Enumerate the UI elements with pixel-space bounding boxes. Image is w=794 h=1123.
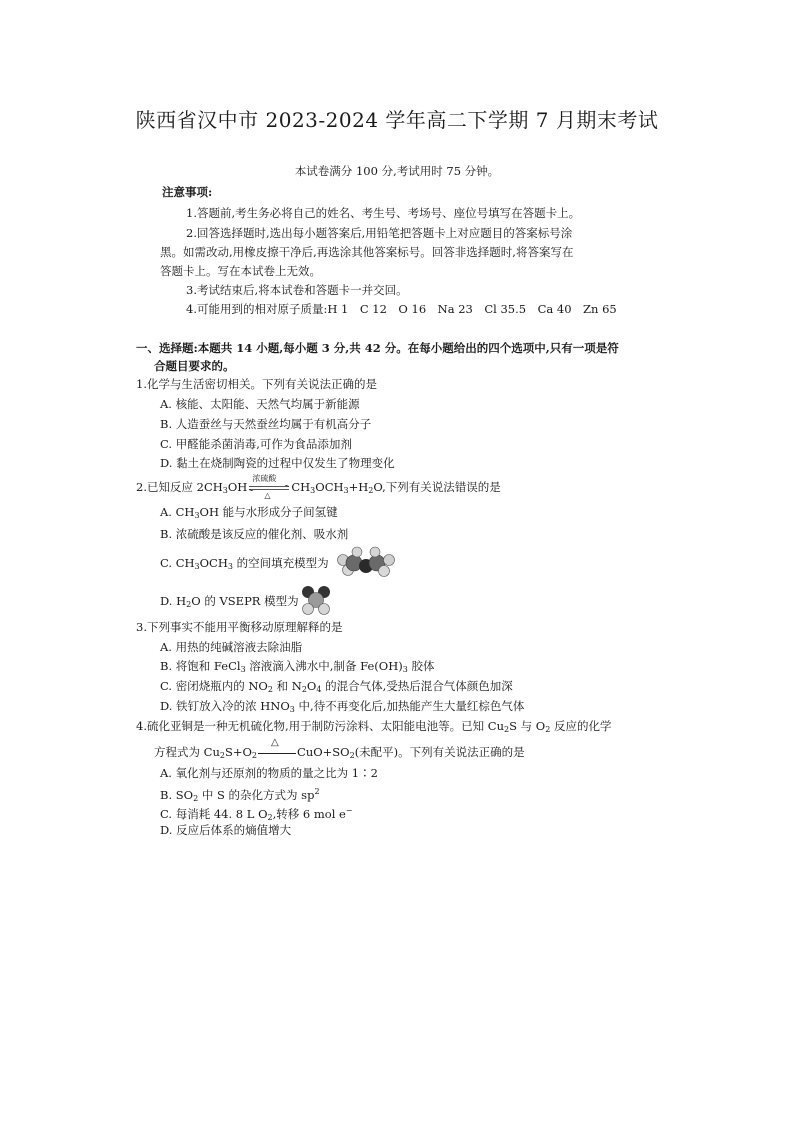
ether-space-filling-model xyxy=(335,546,397,580)
notice-item: 3.考试结束后,将本试卷和答题卡一并交回。 xyxy=(186,283,408,297)
section-heading: 一、选择题:本题共 14 小题,每小题 3 分,共 42 分。在每小题给出的四个选项中,只有一项是符 xyxy=(136,341,619,355)
question-2-option-c: C. CH3OCH3 的空间填充模型为 xyxy=(160,556,329,571)
question-4-stem-cont: 方程式为 Cu2S+O2 △ CuO+SO2(未配平)。下列有关说法正确的是 xyxy=(154,737,525,760)
question-1-option-b: B. 人造蚕丝与天然蚕丝均属于有机高分子 xyxy=(160,417,372,431)
heat-arrow: △ xyxy=(271,737,279,748)
reaction-arrow: 浓硫酸 △ xyxy=(247,480,291,496)
water-vsepr-model xyxy=(299,584,333,616)
question-2-stem: 2.已知反应 2CH3OH 浓硫酸 △ CH3OCH3+H2O,下列有关说法错误的是 xyxy=(136,474,501,500)
question-1-option-d: D. 黏土在烧制陶瓷的过程中仅发生了物理变化 xyxy=(160,456,395,470)
question-1-stem: 1.化学与生活密切相关。下列有关说法正确的是 xyxy=(136,377,377,391)
question-2-option-a: A. CH3OH 能与水形成分子间氢键 xyxy=(160,505,338,520)
question-1-option-a: A. 核能、太阳能、天然气均属于新能源 xyxy=(160,397,360,411)
question-4-option-b: B. SO2 中 S 的杂化方式为 $sp^2$ xyxy=(160,787,320,803)
question-3-stem: 3.下列事实不能用平衡移动原理解释的是 xyxy=(136,620,343,634)
question-3-option-c: C. 密闭烧瓶内的 NO2 和 N2O4 的混合气体,受热后混合气体颜色加深 xyxy=(160,679,513,694)
page-title: 陕西省汉中市 2023-2024 学年高二下学期 7 月期末考试 xyxy=(135,108,659,132)
question-1-option-c: C. 甲醛能杀菌消毒,可作为食品添加剂 xyxy=(160,437,352,451)
section-heading-cont: 合题目要求的。 xyxy=(154,359,235,373)
question-3-option-d: D. 铁钉放入冷的浓 HNO3 中,待不再变化后,加热能产生大量红棕色气体 xyxy=(160,699,525,714)
notice-item: 黑。如需改动,用橡皮擦干净后,再选涂其他答案标号。回答非选择题时,将答案写在 xyxy=(160,245,574,259)
question-2-option-b: B. 浓硫酸是该反应的催化剂、吸水剂 xyxy=(160,527,349,541)
notice-item: 4.可能用到的相对原子质量:H 1 C 12 O 16 Na 23 Cl 35.5 Ca 40 Zn 65 xyxy=(186,302,617,316)
exam-info: 本试卷满分 100 分,考试用时 75 分钟。 xyxy=(294,164,500,178)
notice-item: 1.答题前,考生务必将自己的姓名、考生号、考场号、座位号填写在答题卡上。 xyxy=(186,206,581,220)
question-4-option-a: A. 氧化剂与还原剂的物质的量之比为 1∶2 xyxy=(160,766,378,780)
notice-heading: 注意事项: xyxy=(162,185,213,199)
question-4-option-d: D. 反应后体系的熵值增大 xyxy=(160,823,292,837)
notice-item: 2.回答选择题时,选出每小题答案后,用铅笔把答题卡上对应题目的答案标号涂 xyxy=(186,226,573,240)
question-3-option-b: B. 将饱和 FeCl3 溶液滴入沸水中,制备 Fe(OH)3 胶体 xyxy=(160,659,435,674)
question-4-option-c: C. 每消耗 44. 8 L O2,转移 6 mol e− xyxy=(160,806,353,822)
question-3-option-a: A. 用热的纯碱溶液去除油脂 xyxy=(160,640,303,654)
notice-item: 答题卡上。写在本试卷上无效。 xyxy=(160,264,321,278)
question-4-stem: 4.硫化亚铜是一种无机硫化物,用于制防污涂料、太阳能电池等。已知 Cu2S 与 O2 反应的化学 xyxy=(136,719,612,734)
question-2-option-d: D. H2O 的 VSEPR 模型为 xyxy=(160,594,299,609)
